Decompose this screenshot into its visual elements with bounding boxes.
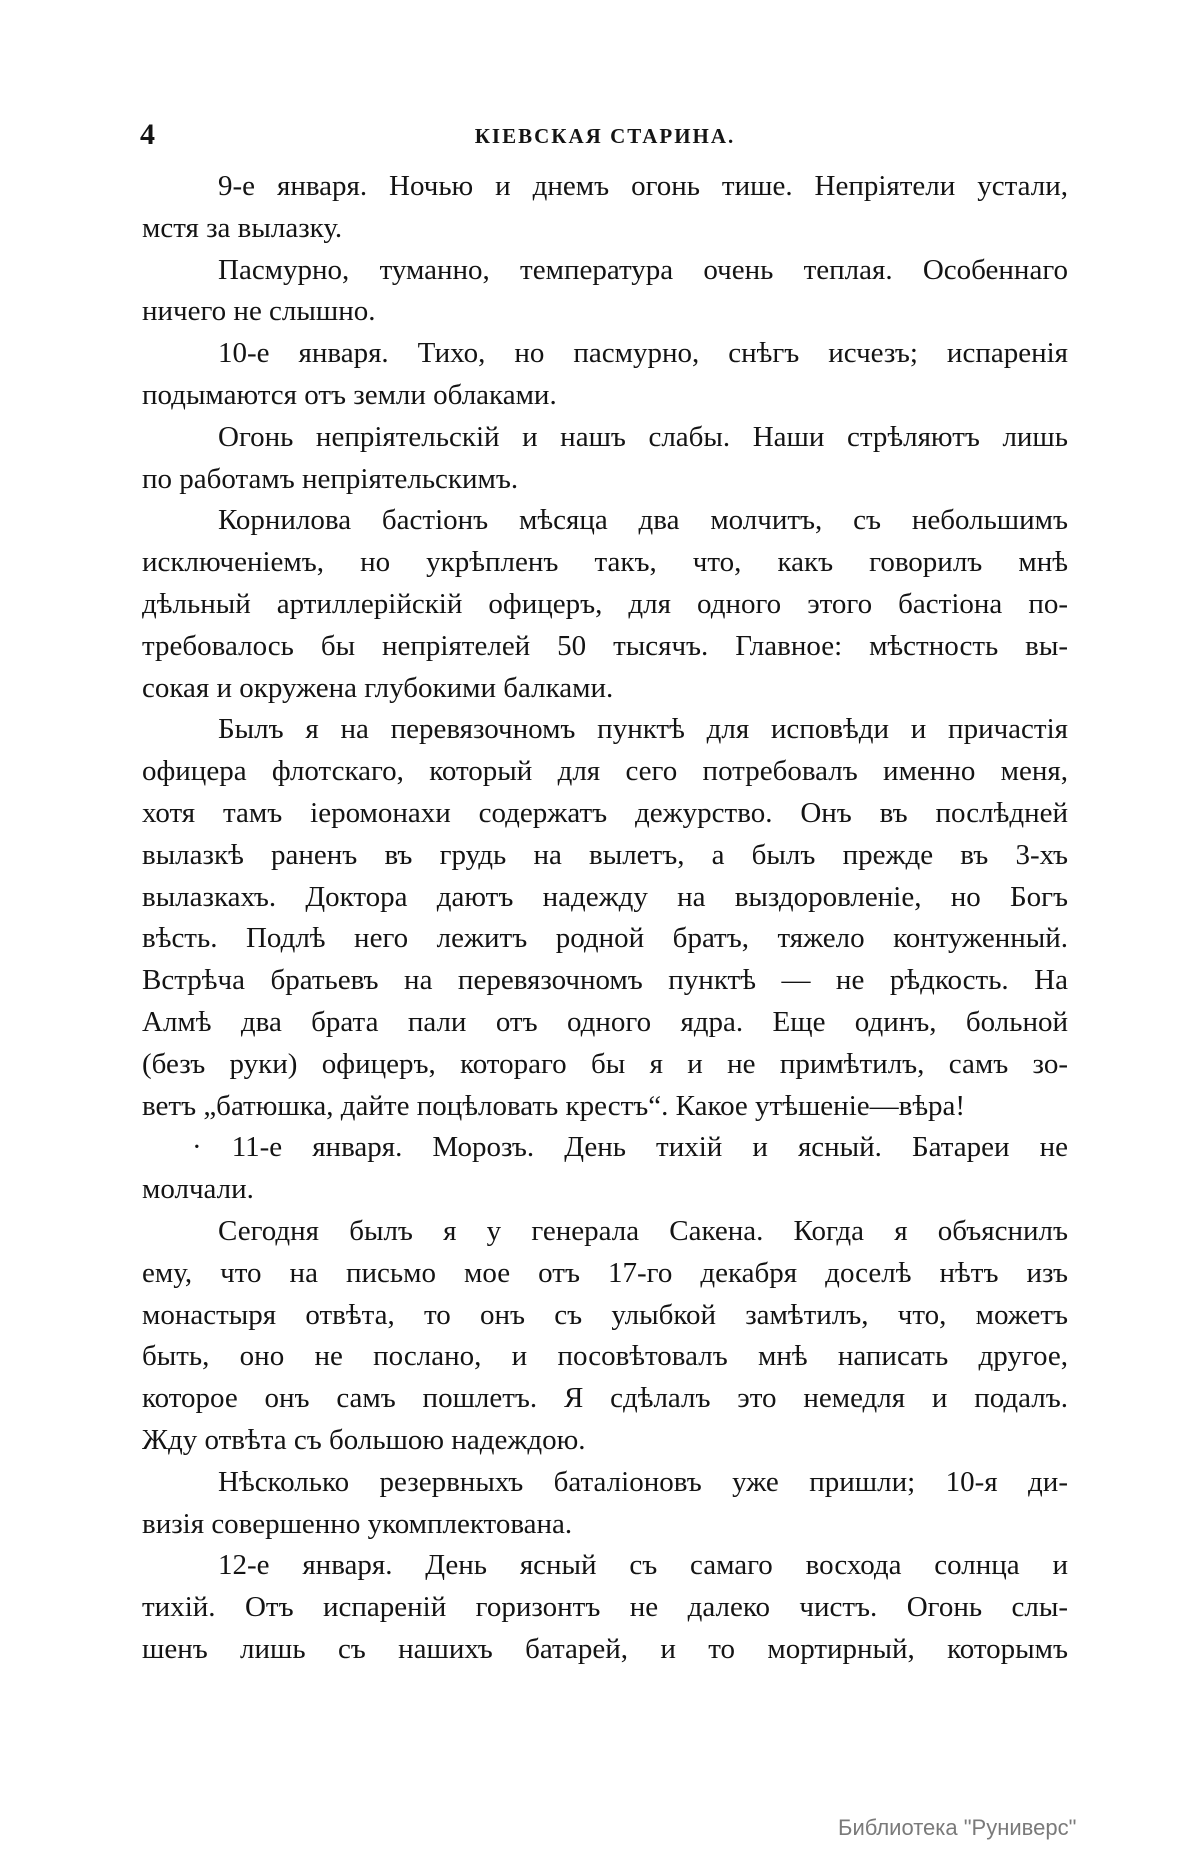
text-line: Встрѣча братьевъ на перевязочномъ пунктѣ — не рѣдкость. На: [142, 964, 1068, 997]
text-line: монастыря отвѣта, то онъ съ улыбкой замѣтилъ, что, можетъ: [142, 1298, 1068, 1331]
text-line: Сегодня былъ я у генерала Сакена. Когда я объяснилъ: [218, 1214, 1068, 1247]
running-title: КІЕВСКАЯ СТАРИНА.: [474, 124, 736, 148]
text-line: хотя тамъ іеромонахи содержатъ дежурство. Онъ въ послѣдней: [142, 796, 1068, 829]
text-line: которое онъ самъ пошлетъ. Я сдѣлалъ это немедля и подалъ.: [142, 1382, 1068, 1415]
paragraph: [142, 250, 1068, 334]
text-line: Нѣсколько резервныхъ баталіоновъ уже пришли; 10-я ди-: [218, 1465, 1068, 1498]
text-line: (безъ руки) офицеръ, котораго бы я и не примѣтилъ, самъ зо-: [142, 1047, 1068, 1080]
text-line: мстя за вылазку.: [142, 211, 343, 244]
page-body: [142, 166, 1068, 1671]
text-line: подымаются отъ земли облаками.: [142, 378, 557, 411]
text-line: 10-е января. Тихо, но пасмурно, снѣгъ исчезъ; испаренія: [218, 337, 1068, 370]
paragraph: [142, 333, 1068, 417]
text-line: офицера флотскаго, который для сего потребовалъ именно меня,: [142, 755, 1068, 788]
text-line: вѣсть. Подлѣ него лежитъ родной братъ, тяжело контуженный.: [142, 922, 1068, 955]
paragraph: [142, 1545, 1068, 1670]
text-line: Огонь непріятельскій и нашъ слабы. Наши стрѣляютъ лишь: [218, 420, 1068, 453]
paragraph: [142, 417, 1068, 501]
text-line: 9-е января. Ночью и днемъ огонь тише. Непріятели устали,: [218, 170, 1068, 202]
text-line: требовалось бы непріятелей 50 тысячъ. Главное: мѣстность вы-: [142, 629, 1068, 662]
text-line: Пасмурно, туманно, температура очень теплая. Особеннаго: [218, 253, 1068, 286]
paragraph: [142, 166, 1068, 250]
text-line: по работамъ непріятельскимъ.: [142, 462, 519, 495]
text-line: ничего не слышно.: [142, 295, 376, 328]
text-line: ветъ „батюшка, дайте поцѣловать крестъ“. Какое утѣшеніе—вѣра!: [142, 1089, 966, 1122]
paragraph: [142, 1127, 1068, 1211]
text-line: Былъ я на перевязочномъ пунктѣ для исповѣди и причастія: [218, 713, 1068, 746]
page-number: 4: [140, 118, 155, 151]
paragraph: [142, 1462, 1068, 1546]
text-line: Жду отвѣта съ большою надеждою.: [142, 1423, 586, 1456]
text-line: · 11-е января. Морозъ. День тихій и ясный. Батареи не: [192, 1131, 1068, 1164]
text-line: Корнилова бастіонъ мѣсяца два молчитъ, съ небольшимъ: [218, 504, 1068, 537]
paragraph: [142, 1211, 1068, 1462]
text-line: вылазкахъ. Доктора даютъ надежду на выздоровленіе, но Богъ: [142, 880, 1068, 913]
paragraph: [142, 500, 1068, 709]
text-line: исключеніемъ, но укрѣпленъ такъ, что, какъ говорилъ мнѣ: [142, 546, 1068, 579]
text-line: шенъ лишь съ нашихъ батарей, и то мортирный, которымъ: [142, 1632, 1068, 1665]
text-line: сокая и окружена глубокими балками.: [142, 671, 614, 704]
text-line: быть, оно не послано, и посовѣтовалъ мнѣ написать другое,: [142, 1340, 1068, 1373]
text-line: Алмѣ два брата пали отъ одного ядра. Еще одинъ, больной: [142, 1005, 1068, 1038]
text-line: молчали.: [142, 1173, 254, 1206]
paragraph: [142, 709, 1068, 1127]
text-line: 12-е января. День ясный съ самаго восхода солнца и: [218, 1549, 1068, 1582]
text-line: тихій. Отъ испареній горизонтъ не далеко чистъ. Огонь слы-: [142, 1591, 1068, 1624]
text-line: вылазкѣ раненъ въ грудь на вылетъ, а былъ прежде въ 3-хъ: [142, 838, 1068, 871]
text-line: дѣльный артиллерійскій офицеръ, для одного этого бастіона по-: [142, 587, 1068, 620]
library-watermark: Библиотека "Руниверс": [838, 1815, 1077, 1840]
text-line: ему, что на письмо мое отъ 17-го декабря доселѣ нѣтъ изъ: [142, 1256, 1068, 1289]
text-line: визія совершенно укомплектована.: [142, 1507, 573, 1540]
